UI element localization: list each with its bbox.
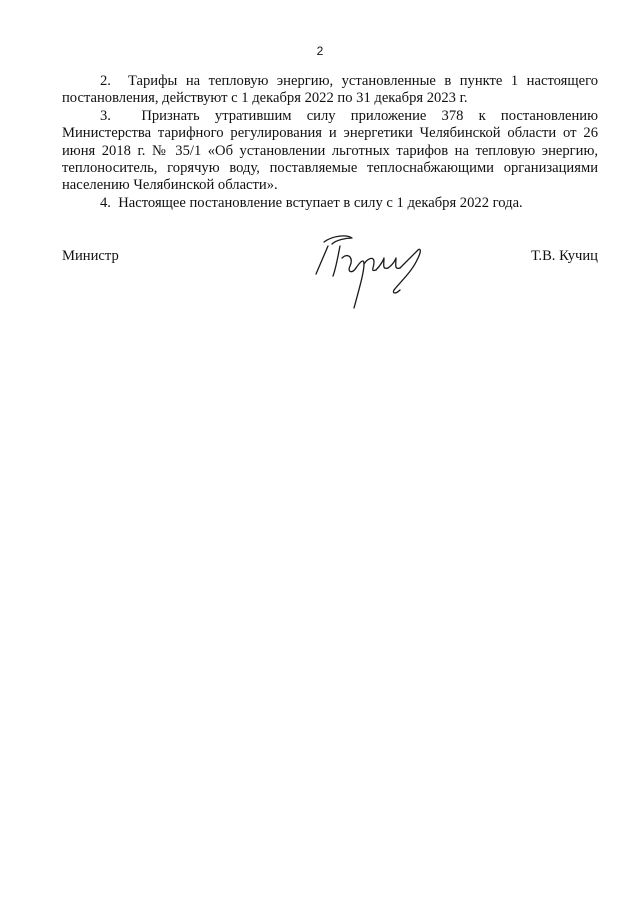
paragraph-text: Настоящее постановление вступает в силу с 1 декабря 2022 года. — [118, 194, 523, 211]
paragraph-text: Тарифы на тепловую энергию, установленные в пункте 1 настоящего постановления, действуют с 1 декабря 2022 по 31 декабря 2023 г. — [62, 73, 598, 107]
paragraph-4 — [62, 195, 598, 212]
paragraph-number: 2. — [100, 73, 111, 89]
paragraph-number: 4. — [100, 194, 111, 211]
signatory-title: Министр — [62, 248, 119, 264]
paragraph-number: 3. — [100, 107, 111, 124]
document-body — [62, 73, 598, 212]
signature-block — [62, 228, 598, 318]
handwritten-signature — [302, 228, 452, 316]
paragraph-text: Признать утратившим силу приложение 378 к постановлению Министерства тарифного регулирования и энергетики Челябинской области от 26 июня 2018 г. № 35/1 «Об установлении льготных тарифов на тепловую энергию, теплоноситель, горячую воду, поставляемые теплоснабжающими организациями населению Челябинской области». — [62, 107, 598, 194]
signatory-name: Т.В. Кучиц — [530, 248, 598, 264]
paragraph-3 — [62, 108, 598, 195]
paragraph-2 — [62, 73, 598, 108]
page-number: 2 — [316, 44, 324, 58]
